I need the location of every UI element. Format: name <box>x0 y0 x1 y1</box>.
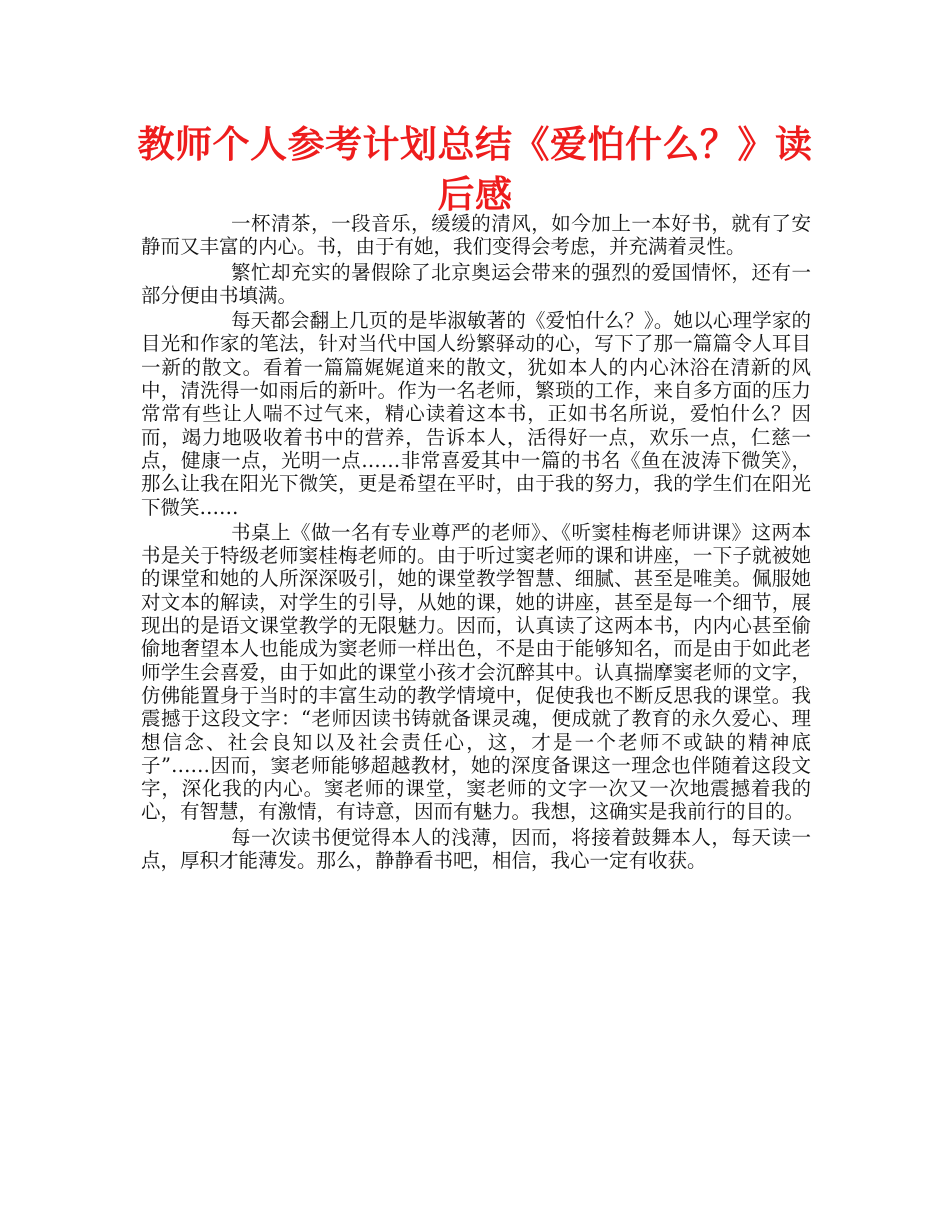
paragraph: 每天都会翻上几页的是毕淑敏著的《爱怕什么？》。她以心理学家的目光和作家的笔法，针对当代中国人纷繁驿动的心，写下了那一篇篇令人耳目一新的散文。看着一篇篇娓娓道来的散文，犹如本人的内心沐浴在清新的风中，清洗得一如雨后的新叶。作为一名老师，繁琐的工作，来自多方面的压力常常有些让人喘不过气来，精心读着这本书，正如书名所说，爱怕什么？因而，竭力地吸收着书中的营养，告诉本人，活得好一点，欢乐一点，仁慈一点，健康一点，光明一点……非常喜爱其中一篇的书名《鱼在波涛下微笑》，那么让我在阳光下微笑，更是希望在平时，由于我的努力，我的学生们在阳光下微笑…… <box>141 309 811 519</box>
document-title: 教师个人参考计划总结《爱怕什么？》读后感 <box>137 123 813 216</box>
paragraph: 每一次读书便觉得本人的浅薄，因而，将接着鼓舞本人，每天读一点，厚积才能薄发。那么，静静看书吧，相信，我心一定有收获。 <box>141 825 811 873</box>
paragraph: 一杯清茶，一段音乐，缓缓的清风，如今加上一本好书，就有了安静而又丰富的内心。书，由于有她，我们变得会考虑，并充满着灵性。 <box>141 212 811 259</box>
document-body <box>141 212 811 874</box>
paragraph: 书桌上《做一名有专业尊严的老师》、《听窦桂梅老师讲课》这两本书是关于特级老师窦桂梅老师的。由于听过窦老师的课和讲座，一下子就被她的课堂和她的人所深深吸引，她的课堂教学智慧、细腻、甚至是唯美。佩服她对文本的解读，对学生的引导，从她的课，她的讲座，甚至是每一个细节，展现出的是语文课堂教学的无限魅力。因而，认真读了这两本书，内内心甚至偷偷地奢望本人也能成为窦老师一样出色，不是由于能够知名，而是由于如此老师学生会喜爱，由于如此的课堂小孩才会沉醉其中。认真揣摩窦老师的文字，仿佛能置身于当时的丰富生动的教学情境中，促使我也不断反思我的课堂。我震撼于这段文字：“老师因读书铸就备课灵魂，便成就了教育的永久爱心、理想信念、社会良知以及社会责任心，这，才是一个老师不或缺的精神底子”……因而，窦老师能够超越教材，她的深度备课这一理念也伴随着这段文字，深化我的内心。窦老师的课堂，窦老师的文字一次又一次地震撼着我的心，有智慧，有激情，有诗意，因而有魅力。我想，这确实是我前行的目的。 <box>141 520 811 824</box>
paragraph: 繁忙却充实的暑假除了北京奥运会带来的强烈的爱国情怀，还有一部分便由书填满。 <box>141 260 811 307</box>
